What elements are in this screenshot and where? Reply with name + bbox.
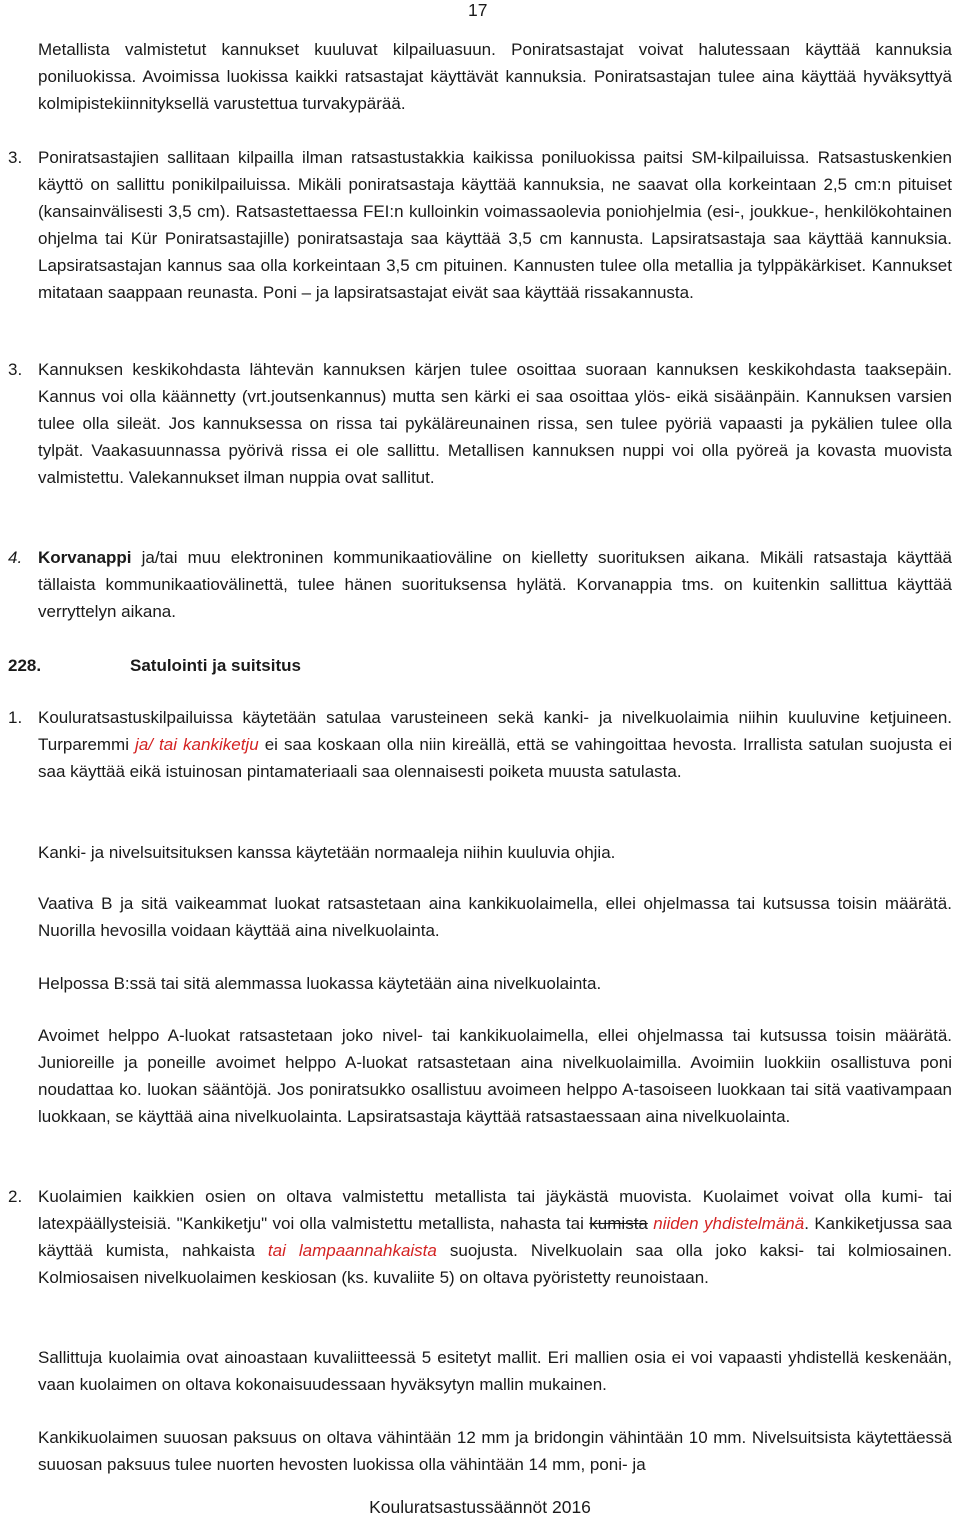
item-text-body: ja/tai muu elektroninen kommunikaatioväline on kielletty suorituksen aikana. Mikäli ratsastaja käyttää tällaista kommunikaatiovälinettä, tulee hänen suorituksensa hylätä. Korvanappia tms. on kuitenkin sallittua käyttää verryttelyn aikana. <box>38 548 952 621</box>
page-number: 17 <box>468 0 488 20</box>
section-title: Satulointi ja suitsitus <box>130 656 301 675</box>
text-span: suojusta. Nivelkuolain saa olla joko kaksi- tai kolmiosainen. Kolmiosaisen nivelkuolaimen keskiosan (ks. kuvaliite 5) on oltava pyöristetty reunoistaan. <box>38 1241 952 1287</box>
text-span: ei saa koskaan olla niin kireällä, että se vahingoittaa hevosta. Irrallista satulan suojusta ei saa käyttää eikä istuinosan pintamateriaali saa olennaisesti poiketa muusta satulasta. <box>38 735 952 781</box>
bold-term: Korvanappi <box>38 548 132 567</box>
s1-p4: Helpossa B:ssä tai sitä alemmassa luokassa käytetään aina nivelkuolainta. <box>38 974 602 993</box>
item-text: Poniratsastajien sallitaan kilpailla ilman ratsastustakkia kaikissa poniluokissa paitsi SM-kilpailuissa. Ratsastuskenkien käyttö on sallittu ponikilpailuissa. Mikäli poniratsastaja käyttää kannuksia, ne saavat olla korkeintaan 2,5 cm:n pituiset (kansainvälisesti 3,5 cm). Ratsastettaessa FEI:n kulloinkin voimassaolevia poniohjelmia (esi-, joukkue-, henkilökohtainen ohjelma tai Kür Poniratsastajille) poniratsastaja saa käyttää 3,5 cm kannusta. Lapsiratsastaja saa käyttää kannuksia. Lapsiratsastajan kannus saa olla korkeintaan 3,5 cm pituinen. Kannusten tulee olla metallia ja tylppäkärkiset. Kannukset mitataan saappaan reunasta. Poni – ja lapsiratsastajat eivät saa käyttää rissakannusta. <box>38 148 952 302</box>
section-number: 228. <box>8 656 42 675</box>
red-italic-span: tai lampaannahkaista <box>267 1241 437 1260</box>
s1-p5: Avoimet helppo A-luokat ratsastetaan joko nivel- tai kankikuolaimella, ellei ohjelmassa tai kutsussa toisin määrätä. Junioreille ja poneille avoimet helppo A-luokat ratsastetaan aina nivelkuolaimilla. Avoimiin luokkiin osallistuva poni noudattaa ko. luokan sääntöjä. Jos poniratsukko osallistuu avoimeen helppo A-tasoiseen luokkaan tai sitä vaativampaan luokkaan, se käyttää aina nivelkuolainta. Lapsiratsastaja käyttää ratsastaessaan aina nivelkuolainta. <box>38 1026 952 1126</box>
item-text <box>38 544 952 625</box>
page-footer: Kouluratsastussäännöt 2016 <box>369 1497 591 1517</box>
item-number: 3. <box>8 360 23 379</box>
s2-p2: Sallittuja kuolaimia ovat ainoastaan kuvaliitteessä 5 esitetyt mallit. Eri mallien osia ei voi vapaasti yhdistellä keskenään, vaan kuolaimen on oltava kokonaisuudessaan hyväksytyn mallin mukainen. <box>38 1348 952 1394</box>
item-number: 1. <box>8 708 23 727</box>
intro-text: Metallista valmistetut kannukset kuuluvat kilpailuasuun. Poniratsastajat voivat halutessaan käyttää kannuksia poniluokissa. Avoimissa luokissa kaikki ratsastajat käyttävät kannuksia. Poniratsastajan tulee aina käyttää hyväksyttyä kolmipistekiinnityksellä varustettua turvakypärää. <box>38 40 952 113</box>
s2-p3: Kankikuolaimen suuosan paksuus on oltava vähintään 12 mm ja bridongin vähintään 10 mm. Nivelsuitsista käytettäessä suuosan paksuus tulee nuorten hevosten luokissa olla vähintään 14 mm, poni- ja <box>38 1428 952 1474</box>
red-italic-span: niiden yhdistelmänä <box>647 1214 805 1233</box>
text-span: Kuolaimien kaikkien osien on oltava valmistettu metallista tai jäykästä muovista. Kuolaimet voivat olla kumi- tai latexpäällysteisiä. "Kankiketju" voi olla valmistettu metallista, nahasta tai <box>38 1187 952 1233</box>
item-text: Kannuksen keskikohdasta lähtevän kannuksen kärjen tulee osoittaa suoraan kannuksen keskikohdasta taaksepäin. Kannus voi olla käännetty (vrt.joutsenkannus) mutta sen kärki ei saa osoittaa ylös- eikä sisäänpäin. Kannuksen varsien tulee olla sileät. Jos kannuksessa on rissa tai pykäläreunainen rissa, sen tulee pyöriä vapaasti ja pykälien tulee olla tylpät. Vaakasuunnassa pyörivä rissa ei ole sallittu. Metallisen kannuksen nuppi voi olla pyöreä ja kovasta muovista valmistettu. Valekannukset ilman nuppia ovat sallitut. <box>38 360 952 487</box>
item-number: 3. <box>8 148 23 167</box>
s2-p1 <box>38 1183 952 1291</box>
s1-p2: Kanki- ja nivelsuitsituksen kanssa käytetään normaaleja niihin kuuluvia ohjia. <box>38 843 616 862</box>
strikethrough-span: kumista <box>589 1214 648 1233</box>
item-number: 2. <box>8 1187 23 1206</box>
red-italic-span: ja/ tai kankiketju <box>135 735 259 754</box>
item-number: 4. <box>8 548 23 567</box>
text-span: . Kankiketjussa saa käyttää kumista, nahkaista <box>38 1214 953 1260</box>
s1-p1 <box>38 704 952 785</box>
s1-p3: Vaativa B ja sitä vaikeammat luokat ratsastetaan aina kankikuolaimella, ellei ohjelmassa tai kutsussa toisin määrätä. Nuorilla hevosilla voidaan käyttää aina nivelkuolainta. <box>38 894 952 940</box>
text-span: Kouluratsastuskilpailuissa käytetään satulaa varusteineen sekä kanki- ja nivelkuolaimia niihin kuuluvine ketjuineen. Turparemmi <box>38 708 952 754</box>
